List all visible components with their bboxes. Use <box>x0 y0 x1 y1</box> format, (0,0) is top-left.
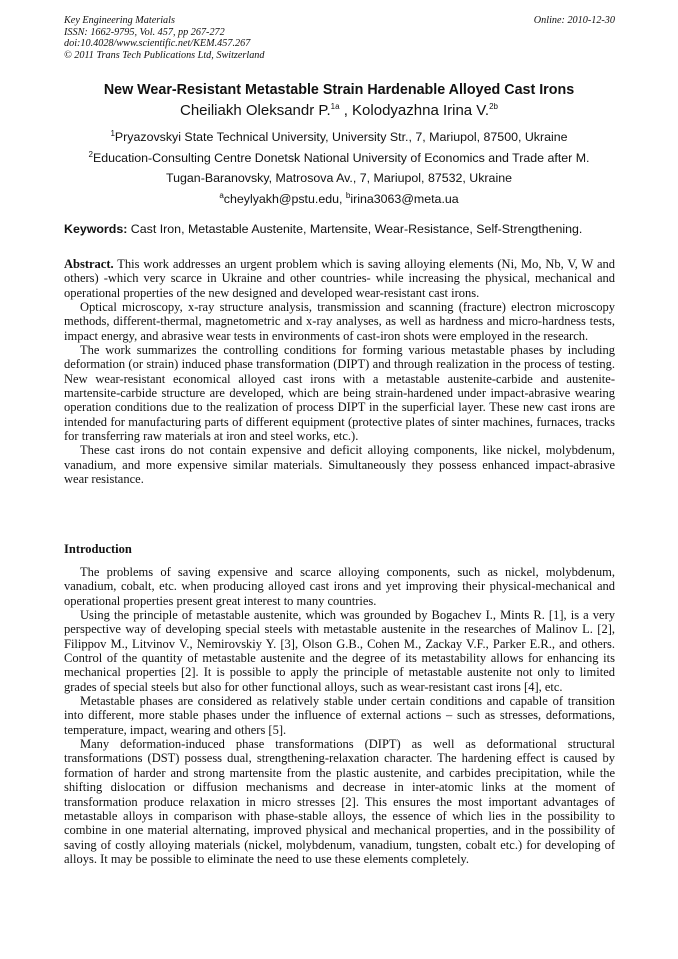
keywords-text: Cast Iron, Metastable Austenite, Martensite, Wear-Resistance, Self-Strengthening. <box>127 222 583 236</box>
abstract-text: This work addresses an urgent problem which is saving alloying elements (Ni, Mo, Nb, V, W and others) -which very scarce in Ukraine and other countries- while increasing the physical, mechanical and operational properties of the new designed and developed wear-resistant cast irons. <box>64 257 615 300</box>
affiliation-1 <box>40 127 638 148</box>
abstract-paragraph: The work summarizes the controlling conditions for forming various metastable phases by including deformation (or strain) induced phase transformation (DIPT) and through realization in the process of testing. New wear-resistant economical alloyed cast irons with a metastable austenite-carbide and austenite-martensite-carbide structure are developed, which are being strain-hardened under impact-abrasive wearing operation conditions due to the realization of process DIPT in the superficial layer. These new cast irons are intended for manufacturing parts of different equipment (protective plates of sinter machines, furnaces, tracks for transferring raw materials at iron and steel works, etc.). <box>64 343 615 444</box>
copyright: © 2011 Trans Tech Publications Ltd, Switzerland <box>64 49 265 61</box>
author-2: Kolodyazhna Irina V. <box>352 102 490 119</box>
author-sep: , <box>339 102 353 119</box>
emails <box>40 189 638 210</box>
affiliation-2 <box>40 148 638 169</box>
journal-name: Key Engineering Materials <box>64 15 175 26</box>
intro-paragraph: The problems of saving expensive and scarce alloying components, such as nickel, molybdenum, vanadium, cobalt, etc. when producing alloyed cast irons and yet improving their physical-mechanical and operational properties present great interest to many countries. <box>64 565 615 608</box>
abstract-paragraph: These cast irons do not contain expensive and deficit alloying components, like nickel, molybdenum, vanadium, and more expensive similar materials. Simultaneously they possess enhanced impact-abrasive wear resistance. <box>64 443 615 487</box>
aff1-text: Pryazovskyi State Technical University, University Str., 7, Mariupol, 87500, Ukraine <box>114 130 568 144</box>
aff2-sup: 2 <box>88 149 93 159</box>
author-1-sup: 1a <box>330 102 340 111</box>
author-1: Cheiliakh Oleksandr P. <box>179 102 331 119</box>
email-b-sup: b <box>345 190 351 200</box>
aff1-sup: 1 <box>110 128 115 138</box>
author-2-sup: 2b <box>489 102 498 111</box>
authors <box>40 102 638 119</box>
abstract <box>64 257 615 487</box>
aff2-line1: Education-Consulting Centre Donetsk National University of Economics and Trade after M. <box>92 150 590 165</box>
doi: doi:10.4028/www.scientific.net/KEM.457.267 <box>64 38 251 50</box>
affiliations <box>40 127 638 209</box>
intro-paragraph: Metastable phases are considered as relatively stable under certain conditions and capable of transition into different, more stable phases under the influence of external actions – such as stresses, deformations, temperature, impact, wearing and others [5]. <box>64 694 615 737</box>
email-a-sup: a <box>219 190 224 200</box>
intro-paragraph: Many deformation-induced phase transformations (DIPT) as well as deformational structural transformations (DST) possess dual, strengthening-relaxation character. The hardening effect is caused by formation of harder and strong martensite from the plastic austenite, and carbides precipitation, while the shifting dislocation or diffusion mechanisms and decrease in inter-atomic links at the moment of transformation produce relaxation in micro stresses [2]. This ensures the most important advantages of metastable alloys in comparison with phase-stable alloys, the essence of which lies in the possibility to combine in one material alternating, improved physical and mechanical properties, and in the possibility of saving of costly alloying materials (nickel, molybdenum, vanadium, tungsten, cobalt etc.) for developing of alloys. It may be possible to eliminate the need to use these elements completely. <box>64 737 615 866</box>
issn: ISSN: 1662-9795, Vol. 457, pp 267-272 <box>64 26 225 38</box>
abstract-label: Abstract. <box>64 257 114 271</box>
keywords <box>64 222 582 236</box>
online-date: Online: 2010-12-30 <box>533 15 615 26</box>
affiliation-2-cont: Tugan-Baranovsky, Matrosova Av., 7, Mariupol, 87532, Ukraine <box>166 171 512 185</box>
introduction-body <box>64 565 615 866</box>
abstract-paragraph: Optical microscopy, x-ray structure analysis, transmission and scanning (fracture) electron microscopy methods, different-thermal, magnetometric and x-ray analyses, as well as hardness and micro-hardness tests, impact energy, and abrasive wear tests in environments of cast-iron shots were employed in the research. <box>64 300 615 343</box>
email-b: irina3063@meta.ua <box>350 191 459 206</box>
intro-paragraph: Using the principle of metastable austenite, which was grounded by Bogachev I., Mints R. [1], is a very perspective way of developing special steels with metastable austenite in the researches of Malinov L. [2], Filippov M., Litvinov V., Nemirovskiy Y. [3], Olson G.B., Cohen M., Zackay V.F., Parker E.R., and others. Control of the quantity of metastable austenite and the degree of its metastability allows for enhancing its mechanical properties [2]. It is possible to apply the principle of metastable austenite not only to limited grades of special steels but also for other functional alloys, such as wear-resistant cast irons [4], etc. <box>64 608 615 694</box>
abstract-paragraph <box>64 257 615 300</box>
keywords-label: Keywords: <box>64 222 128 236</box>
journal-header <box>64 15 264 61</box>
email-a: cheylyakh@pstu.edu, <box>223 191 346 206</box>
paper-title: New Wear-Resistant Metastable Strain Hardenable Alloyed Cast Irons <box>103 82 575 98</box>
introduction-heading: Introduction <box>64 542 132 556</box>
